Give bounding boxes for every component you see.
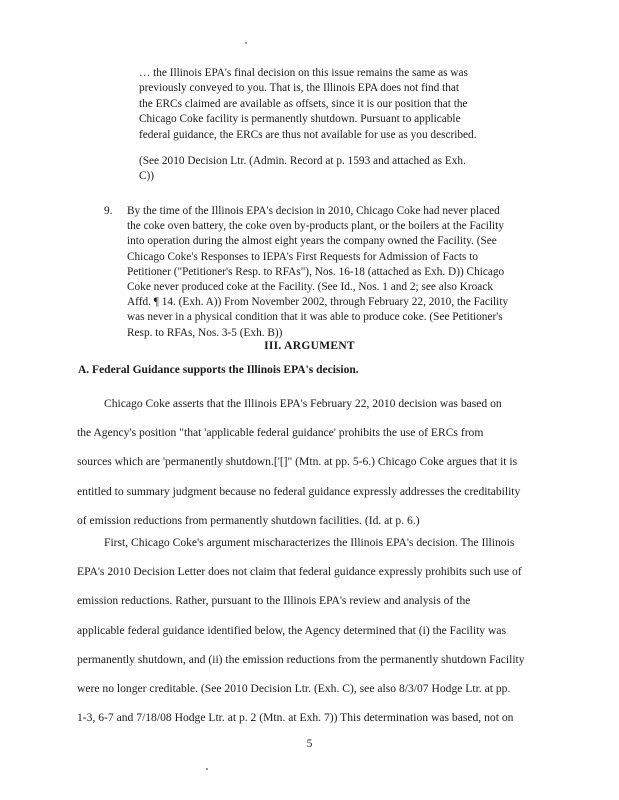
paragraph-line: Affd. ¶ 14. (Exh. A)) From November 2002, through February 22, 2010, the Facility (127, 296, 509, 309)
paragraph-line: Chicago Coke's Responses to IEPA's First Requests for Admission of Facts to (127, 250, 479, 263)
quote-line: the ERCs claimed are available as offsets, since it is our position that the (139, 97, 468, 110)
section-heading: III. ARGUMENT (264, 340, 355, 352)
body-line: Chicago Coke asserts that the Illinois EPA's February 22, 2010 decision was based on (104, 397, 502, 410)
quote-citation (139, 154, 466, 185)
paragraph-9 (127, 204, 508, 341)
quote-line: Chicago Coke facility is permanently shutdown. Pursuant to applicable (139, 113, 461, 126)
paragraph-line: Coke never produced coke at the Facility. (See Id., Nos. 1 and 2; see also Kroack (127, 281, 493, 294)
body-line: entitled to summary judgment because no federal guidance expressly addresses the creditability (77, 484, 521, 498)
paragraph-line: the coke oven battery, the coke oven by-products plant, or the boilers at the Facility (127, 220, 504, 233)
quote-line: … the Illinois EPA's final decision on this issue remains the same as was (139, 67, 468, 79)
page-number: 5 (306, 738, 313, 750)
body-line: of emission reductions from permanently shutdown facilities. (Id. at p. 6.) (77, 513, 420, 527)
body-line: were no longer creditable. (See 2010 Decision Ltr. (Exh. C), see also 8/3/07 Hodge Ltr. at pp. (77, 682, 511, 696)
citation-line: (See 2010 Decision Ltr. (Admin. Record at p. 1593 and attached as Exh. (139, 155, 466, 167)
paragraph-line: By the time of the Illinois EPA's decision in 2010, Chicago Coke had never placed (127, 205, 500, 217)
body-line: the Agency's position "that 'applicable federal guidance' prohibits the use of ERCs from (77, 426, 484, 440)
body-line: emission reductions. Rather, pursuant to the Illinois EPA's review and analysis of the (77, 594, 471, 608)
subheading: A. Federal Guidance supports the Illinois EPA's decision. (78, 364, 359, 376)
quote-line: federal guidance, the ERCs are thus not available for use as you described. (139, 128, 477, 141)
paragraph-line: Resp. to RFAs, Nos. 3-5 (Exh. B)) (127, 326, 283, 339)
paragraph-line: was never in a physical condition that it was able to produce coke. (See Petitioner's (127, 311, 503, 324)
body-line: First, Chicago Coke's argument mischaracterizes the Illinois EPA's decision. The Illinois (104, 536, 515, 549)
body-line: applicable federal guidance identified below, the Agency determined that (i) the Facility was (77, 623, 507, 637)
paragraph-line: into operation during the almost eight years the company owned the Facility. (See (127, 235, 497, 248)
body-paragraph-1 (77, 389, 520, 535)
body-line: permanently shutdown, and (ii) the emission reductions from the permanently shutdown Facility (77, 652, 525, 666)
body-paragraph-2 (77, 528, 525, 732)
scan-speck (245, 42, 247, 44)
body-line: EPA's 2010 Decision Letter does not claim that federal guidance expressly prohibits such use of (77, 565, 522, 579)
scan-speck (206, 768, 208, 770)
block-quote (139, 66, 477, 143)
paragraph-number: 9. (104, 205, 113, 217)
quote-line: previously conveyed to you. That is, the Illinois EPA does not find that (139, 82, 460, 95)
body-line: sources which are 'permanently shutdown.['[]" (Mtn. at pp. 5-6.) Chicago Coke argues that it is (77, 455, 518, 469)
paragraph-line: Petitioner ("Petitioner's Resp. to RFAs"), Nos. 16-18 (attached as Exh. D)) Chicago (127, 265, 505, 278)
citation-line: C)) (139, 170, 155, 183)
body-line: 1-3, 6-7 and 7/18/08 Hodge Ltr. at p. 2 (Mtn. at Exh. 7)) This determination was based, not on (77, 711, 514, 725)
